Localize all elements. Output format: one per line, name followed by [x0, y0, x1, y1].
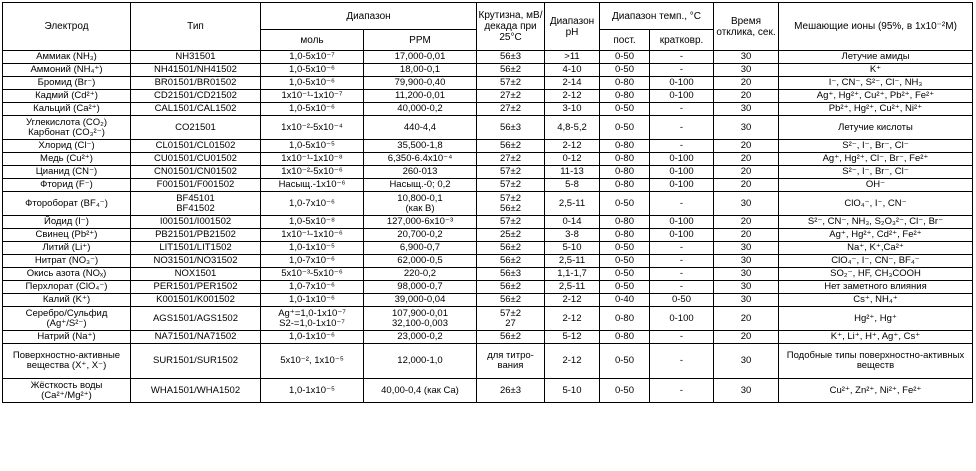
cell-electrode-line: Углекислота (CO₂)	[25, 116, 108, 128]
cell-type: NA71501/NA71502	[131, 331, 261, 344]
header-temp-const: пост.	[600, 30, 650, 51]
cell-type: NH41501/NH41502	[131, 64, 261, 77]
cell-type-line: BF41502	[176, 202, 215, 214]
cell-electrode: Перхлорат (ClO₄⁻)	[3, 281, 131, 294]
cell-slope: для титро-вания	[477, 344, 545, 379]
cell-slope: 27±2	[477, 90, 545, 103]
cell-temp-short: -	[650, 255, 714, 268]
cell-ppm-line: 32,100-0,003	[392, 317, 448, 329]
cell-mol: 1,0-5x10⁻⁷	[261, 51, 364, 64]
cell-response: 30	[714, 268, 779, 281]
cell-slope-line: 57±2	[499, 307, 522, 319]
cell-mol: 1x10⁻¹-1x10⁻⁶	[261, 229, 364, 242]
cell-mol: 1x10⁻²-5x10⁻⁶	[261, 166, 364, 179]
cell-interfering: I⁻, CN⁻, S²⁻, Cl⁻, NH₃	[779, 77, 973, 90]
cell-slope: 57±2	[477, 179, 545, 192]
cell-electrode: Кадмий (Cd²⁺)	[3, 90, 131, 103]
cell-temp-short: 0-100	[650, 90, 714, 103]
cell-interfering: S²⁻, CN⁻, NH₃, S₂O₃²⁻, Cl⁻, Br⁻	[779, 216, 973, 229]
cell-mol: 1,0-7x10⁻⁶	[261, 192, 364, 216]
cell-temp-short: -	[650, 116, 714, 140]
cell-response: 30	[714, 116, 779, 140]
cell-electrode-line: (Ca²⁺/Mg²⁺)	[41, 389, 92, 401]
cell-temp-const: 0-50	[600, 344, 650, 379]
cell-mol: 1,0-1x10⁻⁵	[261, 379, 364, 403]
cell-mol-line: S2-=1,0-1x10⁻⁷	[279, 317, 345, 329]
cell-ph: 2,5-11	[545, 192, 600, 216]
header-range-ppm: PPM	[364, 30, 477, 51]
cell-mol-line: Ag⁺=1,0-1x10⁻⁷	[278, 307, 346, 319]
cell-temp-short: 0-100	[650, 153, 714, 166]
cell-electrode-line: Жёсткость воды	[30, 379, 103, 391]
cell-temp-const: 0-80	[600, 179, 650, 192]
cell-electrode: Поверхностно-активные вещества (X⁺, X⁻)	[3, 344, 131, 379]
cell-slope-line: 27	[505, 317, 516, 329]
cell-slope: 56±3	[477, 51, 545, 64]
cell-temp-const: 0-50	[600, 379, 650, 403]
cell-ppm: Насыщ.-0; 0,2	[364, 179, 477, 192]
cell-mol: 1,0-5x10⁻⁶	[261, 64, 364, 77]
cell-interfering: Подобные типы поверхностно-активных веществ	[779, 344, 973, 379]
cell-slope-line: 57±2	[499, 192, 522, 204]
cell-response: 30	[714, 281, 779, 294]
cell-electrode: Кальций (Ca²⁺)	[3, 103, 131, 116]
cell-mol: 1x10⁻¹-1x10⁻⁸	[261, 153, 364, 166]
cell-response: 30	[714, 103, 779, 116]
cell-ph: 2,5-11	[545, 255, 600, 268]
cell-ppm: 35,500-1,8	[364, 140, 477, 153]
cell-slope	[477, 307, 545, 331]
cell-ph: 11-13	[545, 166, 600, 179]
cell-interfering: Na⁺, K⁺,Ca²⁺	[779, 242, 973, 255]
cell-temp-short: -	[650, 281, 714, 294]
cell-electrode: Окись азота (NOₓ)	[3, 268, 131, 281]
cell-slope: 26±3	[477, 379, 545, 403]
cell-response: 30	[714, 192, 779, 216]
cell-ph: 2-12	[545, 294, 600, 307]
table-row	[3, 90, 973, 103]
cell-temp-short: -	[650, 379, 714, 403]
cell-temp-short: 0-100	[650, 229, 714, 242]
table-row	[3, 103, 973, 116]
cell-temp-short: -	[650, 268, 714, 281]
cell-ppm-line: 10,800-0,1	[397, 192, 443, 204]
cell-ppm: 79,900-0,40	[364, 77, 477, 90]
cell-electrode-line: Серебро/Сульфид	[25, 307, 108, 319]
cell-ph: 3-10	[545, 103, 600, 116]
table-row	[3, 379, 973, 403]
cell-electrode: Фторид (F⁻)	[3, 179, 131, 192]
cell-response: 20	[714, 179, 779, 192]
header-electrode: Электрод	[3, 3, 131, 51]
cell-slope: 56±3	[477, 116, 545, 140]
table-row	[3, 179, 973, 192]
cell-temp-const: 0-50	[600, 51, 650, 64]
cell-electrode: Аммиак (NH₃)	[3, 51, 131, 64]
cell-slope	[477, 192, 545, 216]
cell-temp-const: 0-80	[600, 153, 650, 166]
cell-temp-const: 0-50	[600, 103, 650, 116]
cell-response: 30	[714, 64, 779, 77]
cell-interfering: Ag⁺, Hg²⁺, Cl⁻, Br⁻, Fe²⁺	[779, 153, 973, 166]
cell-ppm: 260-013	[364, 166, 477, 179]
cell-response: 20	[714, 229, 779, 242]
cell-ppm: 39,000-0,04	[364, 294, 477, 307]
cell-ph: 1,1-1,7	[545, 268, 600, 281]
cell-temp-const: 0-80	[600, 216, 650, 229]
cell-temp-short: 0-100	[650, 179, 714, 192]
cell-response: 20	[714, 140, 779, 153]
cell-ppm: 20,700-0,2	[364, 229, 477, 242]
cell-ph: 5-8	[545, 179, 600, 192]
table-row	[3, 216, 973, 229]
cell-ph: 2-12	[545, 90, 600, 103]
cell-ph: 5-10	[545, 379, 600, 403]
cell-temp-const: 0-80	[600, 229, 650, 242]
cell-slope: 25±2	[477, 229, 545, 242]
cell-interfering: Ag⁺, Hg²⁺, Cd²⁺, Fe²⁺	[779, 229, 973, 242]
header-ph: Диапазон pH	[545, 3, 600, 51]
header-temp-short: кратковр.	[650, 30, 714, 51]
header-row	[3, 3, 973, 30]
cell-temp-const: 0-80	[600, 140, 650, 153]
electrode-table	[2, 2, 973, 403]
table-row	[3, 140, 973, 153]
cell-temp-const: 0-40	[600, 294, 650, 307]
cell-ppm: 18,00-0,1	[364, 64, 477, 77]
cell-type: CL01501/CL01502	[131, 140, 261, 153]
cell-slope: 56±2	[477, 294, 545, 307]
cell-interfering: Cs⁺, NH₄⁺	[779, 294, 973, 307]
cell-ppm: 40,000-0,2	[364, 103, 477, 116]
cell-mol	[261, 307, 364, 331]
cell-response: 30	[714, 379, 779, 403]
cell-type: K001501/K001502	[131, 294, 261, 307]
cell-temp-const: 0-80	[600, 166, 650, 179]
cell-interfering: Летучие амиды	[779, 51, 973, 64]
cell-interfering: Hg²⁺, Hg⁺	[779, 307, 973, 331]
table-row	[3, 229, 973, 242]
cell-electrode: Нитрат (NO₃⁻)	[3, 255, 131, 268]
cell-temp-short: 0-50	[650, 294, 714, 307]
cell-ppm: 220-0,2	[364, 268, 477, 281]
table-row	[3, 116, 973, 140]
cell-response: 20	[714, 216, 779, 229]
cell-mol: 1,0-1x10⁻⁶	[261, 331, 364, 344]
cell-electrode: Свинец (Pb²⁺)	[3, 229, 131, 242]
cell-mol: 1,0-1x10⁻⁶	[261, 294, 364, 307]
cell-ppm	[364, 307, 477, 331]
cell-mol: 1,0-5x10⁻⁶	[261, 77, 364, 90]
cell-temp-const: 0-80	[600, 90, 650, 103]
cell-type: NO31501/NO31502	[131, 255, 261, 268]
cell-type: I001501/I001502	[131, 216, 261, 229]
header-range-mol: моль	[261, 30, 364, 51]
cell-response: 30	[714, 344, 779, 379]
cell-response: 20	[714, 307, 779, 331]
cell-temp-short: -	[650, 140, 714, 153]
cell-ppm: 17,000-0,01	[364, 51, 477, 64]
header-interfering: Мешающие ионы (95%, в 1x10⁻²М)	[779, 3, 973, 51]
cell-ppm: 11,200-0,01	[364, 90, 477, 103]
cell-type-line: BF45101	[176, 192, 215, 204]
cell-electrode	[3, 307, 131, 331]
cell-slope: 27±2	[477, 153, 545, 166]
cell-electrode	[3, 379, 131, 403]
table-row	[3, 153, 973, 166]
cell-ppm: 127,000-6x10⁻³	[364, 216, 477, 229]
cell-ph: 4-10	[545, 64, 600, 77]
cell-interfering: ClO₄⁻, I⁻, CN⁻	[779, 192, 973, 216]
cell-temp-short: 0-100	[650, 166, 714, 179]
cell-response: 20	[714, 90, 779, 103]
cell-mol: 1,0-7x10⁻⁶	[261, 255, 364, 268]
cell-ppm-line: (как B)	[405, 202, 435, 214]
cell-interfering: Cu²⁺, Zn²⁺, Ni²⁺, Fe²⁺	[779, 379, 973, 403]
cell-interfering: Pb²⁺, Hg²⁺, Cu²⁺, Ni²⁺	[779, 103, 973, 116]
table-row	[3, 255, 973, 268]
cell-mol: 5x10⁻³-5x10⁻⁶	[261, 268, 364, 281]
header-slope: Крутизна, мВ/декада при 25°С	[477, 3, 545, 51]
cell-type: SUR1501/SUR1502	[131, 344, 261, 379]
cell-electrode	[3, 116, 131, 140]
table-row	[3, 51, 973, 64]
cell-mol: Насыщ.-1x10⁻⁶	[261, 179, 364, 192]
cell-mol: 1,0-5x10⁻⁸	[261, 216, 364, 229]
cell-temp-const: 0-50	[600, 192, 650, 216]
cell-temp-const: 0-50	[600, 242, 650, 255]
cell-electrode: Йодид (I⁻)	[3, 216, 131, 229]
cell-type: WHA1501/WHA1502	[131, 379, 261, 403]
cell-type: NH31501	[131, 51, 261, 64]
cell-type: CO21501	[131, 116, 261, 140]
cell-type: F001501/F001502	[131, 179, 261, 192]
header-temp: Диапазон темп., °С	[600, 3, 714, 30]
cell-type: AGS1501/AGS1502	[131, 307, 261, 331]
cell-mol: 1x10⁻²-5x10⁻⁴	[261, 116, 364, 140]
table-row	[3, 331, 973, 344]
cell-electrode: Аммоний (NH₄⁺)	[3, 64, 131, 77]
cell-response: 20	[714, 166, 779, 179]
cell-interfering: Летучие кислоты	[779, 116, 973, 140]
cell-temp-const: 0-50	[600, 116, 650, 140]
cell-ph: 2,5-11	[545, 281, 600, 294]
cell-ppm: 98,000-0,7	[364, 281, 477, 294]
cell-interfering: S²⁻, I⁻, Br⁻, Cl⁻	[779, 140, 973, 153]
cell-slope: 56±2	[477, 64, 545, 77]
cell-ph: 5-12	[545, 331, 600, 344]
cell-temp-const: 0-80	[600, 307, 650, 331]
cell-temp-short: -	[650, 331, 714, 344]
cell-slope: 27±2	[477, 103, 545, 116]
cell-electrode: Калий (K⁺)	[3, 294, 131, 307]
cell-interfering: K⁺, Li⁺, H⁺, Ag⁺, Cs⁺	[779, 331, 973, 344]
cell-response: 30	[714, 255, 779, 268]
cell-ppm: 6,900-0,7	[364, 242, 477, 255]
cell-response: 20	[714, 77, 779, 90]
cell-type: CAL1501/CAL1502	[131, 103, 261, 116]
cell-electrode-line: Карбонат (CO₃²⁻)	[28, 126, 105, 138]
table-row	[3, 77, 973, 90]
table-row	[3, 64, 973, 77]
cell-response: 20	[714, 331, 779, 344]
table-row	[3, 242, 973, 255]
cell-interfering: Нет заметного влияния	[779, 281, 973, 294]
cell-ppm: 40,00-0,4 (как Ca)	[364, 379, 477, 403]
cell-mol: 1x10⁻¹-1x10⁻⁷	[261, 90, 364, 103]
cell-temp-short: 0-100	[650, 216, 714, 229]
cell-interfering: ClO₄⁻, I⁻, CN⁻, BF₄⁻	[779, 255, 973, 268]
cell-type: BR01501/BR01502	[131, 77, 261, 90]
cell-slope: 56±2	[477, 242, 545, 255]
cell-ppm: 23,000-0,2	[364, 331, 477, 344]
cell-temp-short: 0-100	[650, 77, 714, 90]
cell-temp-const: 0-50	[600, 281, 650, 294]
cell-ph: 5-10	[545, 242, 600, 255]
cell-temp-short: -	[650, 242, 714, 255]
cell-ph: 3-8	[545, 229, 600, 242]
cell-ph: 2-12	[545, 344, 600, 379]
cell-ph: 2-14	[545, 77, 600, 90]
cell-ph: 2-12	[545, 140, 600, 153]
cell-response: 30	[714, 51, 779, 64]
cell-interfering: S²⁻, I⁻, Br⁻, Cl⁻	[779, 166, 973, 179]
cell-temp-const: 0-80	[600, 331, 650, 344]
cell-temp-short: -	[650, 64, 714, 77]
cell-mol: 5x10⁻², 1x10⁻⁵	[261, 344, 364, 379]
cell-type: NOX1501	[131, 268, 261, 281]
cell-electrode: Фтороборат (BF₄⁻)	[3, 192, 131, 216]
cell-ph: >11	[545, 51, 600, 64]
cell-temp-short: -	[650, 103, 714, 116]
cell-mol: 1,0-5x10⁻⁵	[261, 140, 364, 153]
cell-temp-const: 0-50	[600, 268, 650, 281]
cell-temp-short: -	[650, 344, 714, 379]
table-row	[3, 294, 973, 307]
table-row	[3, 281, 973, 294]
cell-type	[131, 192, 261, 216]
cell-response: 30	[714, 294, 779, 307]
cell-response: 30	[714, 242, 779, 255]
cell-ph: 0-14	[545, 216, 600, 229]
cell-type: CN01501/CN01502	[131, 166, 261, 179]
cell-type: PER1501/PER1502	[131, 281, 261, 294]
cell-interfering: K⁺	[779, 64, 973, 77]
cell-ppm: 12,000-1,0	[364, 344, 477, 379]
cell-electrode: Натрий (Na⁺)	[3, 331, 131, 344]
cell-ph: 2-12	[545, 307, 600, 331]
cell-slope: 57±2	[477, 77, 545, 90]
header-type: Тип	[131, 3, 261, 51]
cell-temp-short: -	[650, 192, 714, 216]
cell-electrode: Бромид (Br⁻)	[3, 77, 131, 90]
cell-electrode: Цианид (CN⁻)	[3, 166, 131, 179]
cell-type: LIT1501/LIT1502	[131, 242, 261, 255]
cell-slope: 56±2	[477, 140, 545, 153]
cell-slope: 57±2	[477, 166, 545, 179]
table-row	[3, 192, 973, 216]
cell-temp-short: -	[650, 51, 714, 64]
cell-slope: 56±2	[477, 255, 545, 268]
header-response: Время отклика, сек.	[714, 3, 779, 51]
table-row	[3, 166, 973, 179]
table-row	[3, 307, 973, 331]
cell-type: CU01501/CU01502	[131, 153, 261, 166]
table-row	[3, 344, 973, 379]
cell-slope: 56±2	[477, 331, 545, 344]
header-range: Диапазон	[261, 3, 477, 30]
cell-type: PB21501/PB21502	[131, 229, 261, 242]
cell-mol: 1,0-5x10⁻⁶	[261, 103, 364, 116]
cell-electrode-line: (Ag⁺/S²⁻)	[46, 317, 87, 329]
cell-interfering: SO₂⁻, HF, CH₃COOH	[779, 268, 973, 281]
cell-electrode: Хлорид (Cl⁻)	[3, 140, 131, 153]
cell-ph: 4,8-5,2	[545, 116, 600, 140]
cell-slope: 56±2	[477, 281, 545, 294]
cell-interfering: OH⁻	[779, 179, 973, 192]
cell-slope-line: 56±2	[499, 202, 522, 214]
cell-ppm	[364, 192, 477, 216]
table-row	[3, 268, 973, 281]
cell-temp-const: 0-50	[600, 64, 650, 77]
cell-ppm-line: 107,900-0,01	[392, 307, 448, 319]
cell-ph: 0-12	[545, 153, 600, 166]
cell-slope: 56±3	[477, 268, 545, 281]
cell-ppm: 440-4,4	[364, 116, 477, 140]
cell-type: CD21501/CD21502	[131, 90, 261, 103]
cell-electrode: Литий (Li⁺)	[3, 242, 131, 255]
cell-interfering: Ag⁺, Hg²⁺, Cu²⁺, Pb²⁺, Fe²⁺	[779, 90, 973, 103]
cell-slope: 57±2	[477, 216, 545, 229]
cell-mol: 1,0-7x10⁻⁶	[261, 281, 364, 294]
cell-ppm: 62,000-0,5	[364, 255, 477, 268]
cell-mol: 1,0-1x10⁻⁵	[261, 242, 364, 255]
cell-response: 20	[714, 153, 779, 166]
cell-temp-short: 0-100	[650, 307, 714, 331]
cell-electrode: Медь (Cu²⁺)	[3, 153, 131, 166]
cell-temp-const: 0-80	[600, 77, 650, 90]
cell-ppm: 6,350-6.4x10⁻⁴	[364, 153, 477, 166]
cell-temp-const: 0-50	[600, 255, 650, 268]
